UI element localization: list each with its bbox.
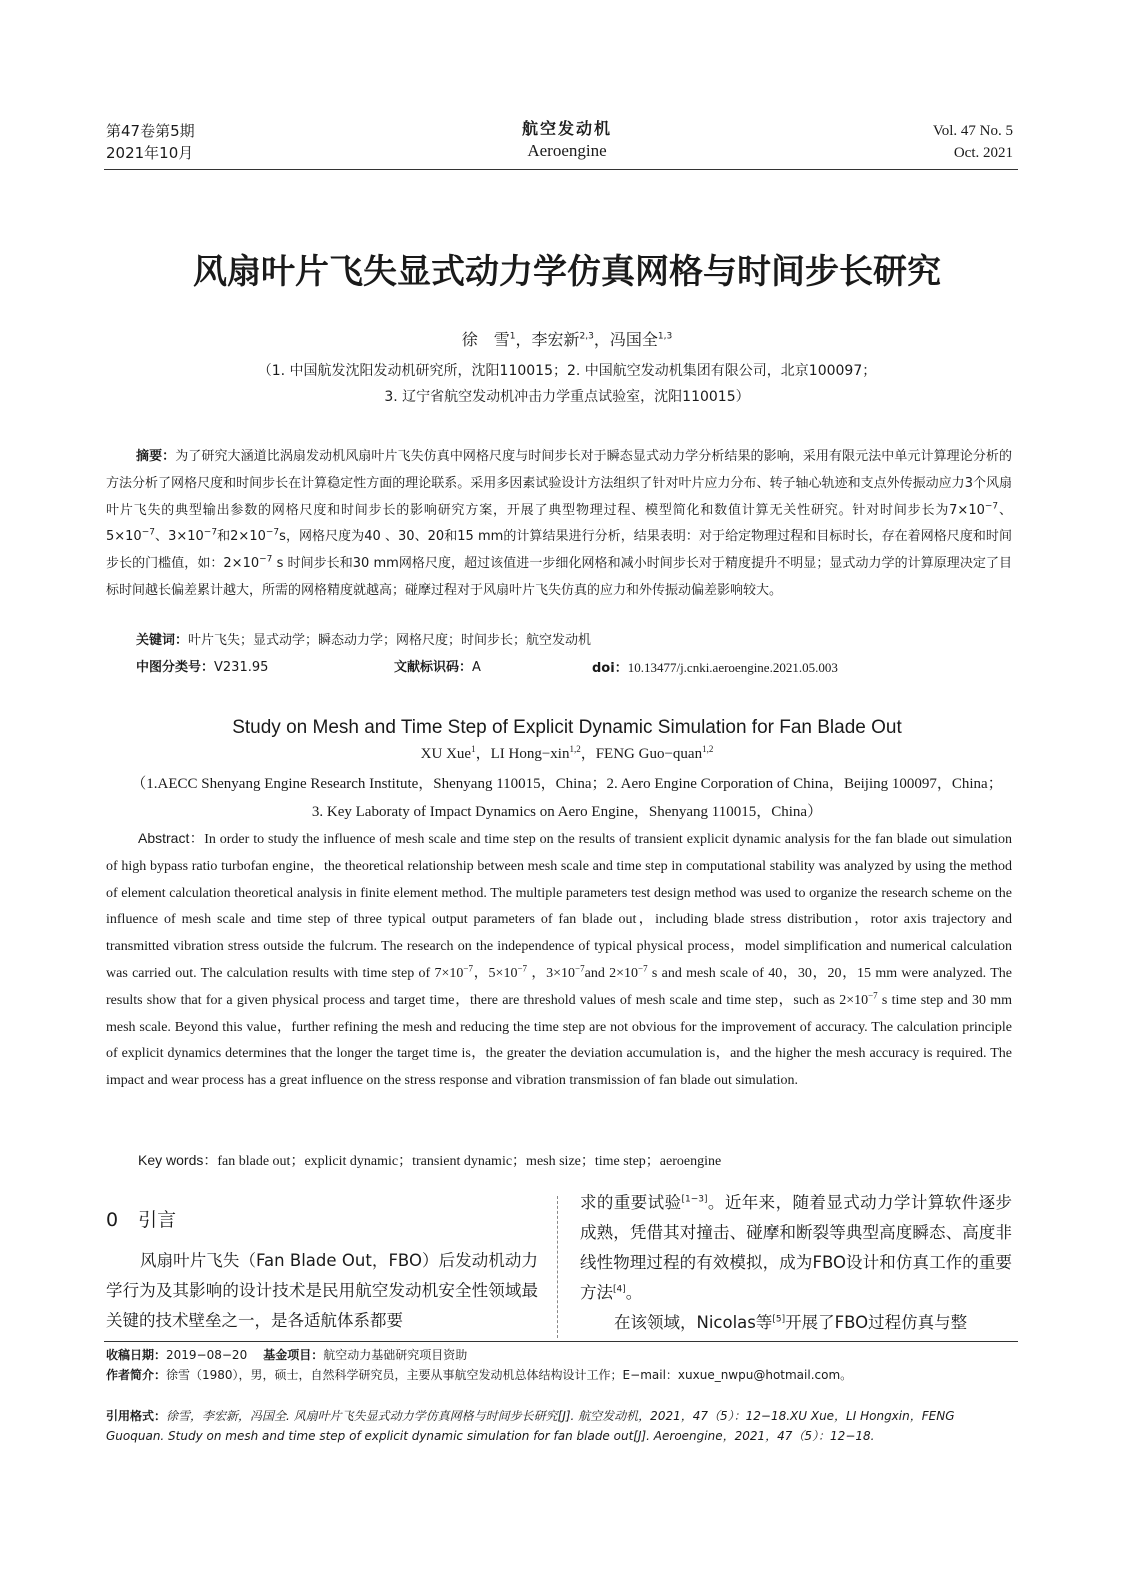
abstract-en [106, 825, 1012, 1095]
body-text: 在该领域，Nicolas等 [614, 1313, 773, 1332]
abstract-cn [106, 444, 1012, 605]
keywords-text-en: fan blade out；explicit dynamic；transient dynamic；mesh size；time step；aeroengine [217, 1154, 722, 1169]
body-left-column [106, 1246, 538, 1336]
abstract-text-cn: 和2×10 [217, 529, 266, 545]
abstract-label-cn: 摘要： [136, 449, 176, 464]
doi-label: doi： [592, 661, 628, 676]
exponent: −7 [265, 528, 280, 539]
abstract-text-en: In order to study the influence of mesh scale and time step on the results of transient explicit dynamic analysis for the fan blade out simulation of high bypass ratio turbofan engine，the theoretical relationship between mesh scale and time step in computational stability was analyzed by using the method of element calculation theoretical analysis in finite element method. The multiple parameters test design method was used to organize the research scheme on the influence of mesh scale and time step of three typical output parameters of fan blade out，including blade stress distribution，rotor axis trajectory and transmitted vibration stress outside the fulcrum. The research on the independence of typical physical process，model simplification and numerical calculation was carried out. The calculation results with time step of 7×10 [106, 832, 1012, 981]
authors-cn [200, 328, 934, 352]
exponent: −7 [868, 990, 878, 1001]
citation-text: 徐雪，李宏新，冯国全. 风扇叶片飞失显式动力学仿真网格与时间步长研究[J]. 航空发动机，2021，47（5）：12−18.XU Xue，LI Hongxin，FENG Guoquan. Study on mesh and time step of explicit dynamic simulation for fan blade out[J]. Aeroengine，2021，47（5）：12−18. [106, 1409, 955, 1443]
header-divider [104, 169, 1018, 170]
body-text: 开展了FBO过程仿真与整 [785, 1313, 968, 1332]
abstract-text-cn: 为了研究大涵道比涡扇发动机风扇叶片飞失仿真中网格尺度与时间步长对于瞬态显式动力学分析结果的影响，采用有限元法中单元计算理论分析的方法分析了网格尺度和时间步长在计算稳定性方面的理论联系。采用多因素试验设计方法组织了针对叶片应力分布、转子轴心轨迹和支点外传振动应力3个风扇叶片飞失的典型输出参数的网格尺度和时间步长的影响研究方案，开展了典型物理过程、模型简化和数值计算无关性研究。针对时间步长为7×10 [106, 449, 1012, 518]
doc-value: A [472, 660, 481, 675]
exponent: −7 [463, 963, 473, 974]
author-1-en: XU Xue [420, 746, 472, 762]
author-3-en: ，FENG Guo−quan [580, 746, 703, 762]
author-2-affil-cn: 2,3 [579, 331, 594, 342]
exponent: −7 [141, 528, 155, 539]
keywords-label-cn: 关键词： [136, 633, 189, 648]
affiliation-line-1-en: （1.AECC Shenyang Engine Research Institute，Shenyang 110015，China；2. Aero Engine Corporation of China，Beijing 100097，China； [131, 776, 1003, 792]
column-divider [557, 1196, 558, 1338]
exponent: −7 [203, 528, 218, 539]
received-date: 2019−08−20 [166, 1348, 248, 1362]
abstract-text-en: s time step and 30 mm mesh scale. Beyond this value，further refining the mesh and reducing the time step are not obvious for the improvement of accuracy. The calculation principle of explicit dynamics determines that the longer the target time is，the greater the deviation accumulation is，and the higher the mesh accuracy is required. The impact and wear process has a great influence on the stress response and vibration transmission of fan blade out simulation. [106, 992, 1012, 1089]
section-number: 0 [106, 1209, 119, 1231]
body-text: 求的重要试验 [580, 1193, 682, 1212]
exponent: −7 [259, 554, 273, 565]
funding-line [106, 1345, 1016, 1365]
author-1-affil-cn: 1 [509, 331, 516, 342]
exponent: −7 [517, 963, 528, 974]
citation-ref: [1−3] [681, 1194, 708, 1205]
doc-label: 文献标识码： [394, 660, 473, 675]
abstract-label-en: Abstract： [138, 830, 205, 846]
body-text: 。 [625, 1283, 643, 1302]
citation-format [106, 1406, 1012, 1446]
author-3-cn: ，冯国全 [593, 330, 658, 349]
abstract-text-en: and 2×10 [584, 965, 639, 981]
abstract-text-en: ，5×10 [472, 965, 518, 981]
keywords-text-cn: 叶片飞失；显式动学；瞬态动力学；网格尺度；时间步长；航空发动机 [188, 633, 592, 648]
author-1-cn: 徐 雪 [461, 330, 510, 349]
exponent: −7 [984, 501, 999, 512]
abstract-text-en: ，3×10 [527, 965, 576, 981]
keywords-en [138, 1148, 1014, 1174]
issue-info-en [818, 120, 1013, 164]
clc-value: V231.95 [214, 660, 269, 675]
abstract-text-cn: s 时间步长和30 mm网格尺度，超过该值进一步细化网格和减小时间步长对于精度提升不明显；显式动力学的计算原理决定了目标时间越长偏差累计越大，所需的网格精度就越高；碰摩过程对于风扇叶片飞失仿真的应力和外传振动偏差影响较大。 [106, 556, 1012, 598]
issue-date: 2021年10月 [106, 144, 194, 162]
clc-label: 中图分类号： [136, 660, 215, 675]
author-1-affil-en: 1 [471, 744, 476, 754]
author-3-affil-en: 1,2 [702, 744, 714, 754]
section-heading [106, 1206, 176, 1234]
issue-volume-en: Vol. 47 No. 5 [932, 123, 1013, 139]
journal-name [417, 118, 717, 162]
citation-ref: [5] [772, 1314, 786, 1325]
paper-title-cn: 风扇叶片飞失显式动力学仿真网格与时间步长研究 [193, 252, 941, 292]
paper-title-en: Study on Mesh and Time Step of Explicit Dynamic Simulation for Fan Blade Out [232, 717, 902, 738]
clc-number [136, 656, 268, 680]
affiliations-cn [150, 358, 984, 410]
affiliation-line-2-en: 3. Key Laboraty of Impact Dynamics on Aero Engine，Shenyang 110015，China） [311, 804, 823, 820]
issue-info [106, 120, 306, 164]
fund-label: 基金项目： [263, 1348, 324, 1362]
body-paragraph: 风扇叶片飞失（Fan Blade Out，FBO）后发动机动力学行为及其影响的设计技术是民用航空发动机安全性领域最关键的技术壁垒之一，是各适航体系都要 [106, 1251, 538, 1330]
abstract-text-cn: s，网格尺度为40 、30、20和15 mm的计算结果进行分析，结果表明：对于给定物理过程和目标时长，存在着网格尺度和时间步长的门槛值，如：2×10 [106, 529, 1012, 572]
citation-ref: [4] [613, 1284, 626, 1295]
exponent: −7 [638, 963, 648, 974]
affiliation-line-1-cn: （1. 中国航发沈阳发动机研究所，沈阳110015；2. 中国航空发动机集团有限公司，北京100097； [257, 363, 877, 379]
citation-label: 引用格式： [106, 1409, 167, 1423]
section-title: 引言 [138, 1209, 177, 1231]
author-bio-label: 作者简介： [106, 1368, 167, 1382]
author-2-affil-en: 1,2 [569, 744, 581, 754]
body-right-column [580, 1188, 1012, 1338]
body-paragraph [580, 1308, 1012, 1338]
authors-en [200, 743, 934, 765]
abstract-text-en: s and mesh scale of 40，30，20，15 mm were analyzed. The results show that for a given physical process and target time，there are threshold values of mesh scale and time step，such as 2×10 [106, 965, 1012, 1008]
doi-value: 10.13477/j.cnki.aeroengine.2021.05.003 [627, 660, 838, 675]
author-2-cn: ，李宏新 [515, 330, 580, 349]
issue-date-en: Oct. 2021 [953, 145, 1013, 161]
author-bio [106, 1365, 1016, 1385]
fund-value: 航空动力基础研究项目资助 [323, 1348, 468, 1362]
keywords-cn [136, 629, 1012, 653]
affiliations-en [100, 770, 1034, 826]
author-2-en: ，LI Hong−xin [475, 746, 570, 762]
footer-divider [104, 1341, 1018, 1342]
journal-name-en: Aeroengine [527, 141, 607, 160]
affiliation-line-2-cn: 3. 辽宁省航空发动机冲击力学重点试验室，沈阳110015） [384, 389, 750, 405]
keywords-label-en: Key words： [138, 1152, 218, 1168]
abstract-text-cn: 、5×10 [106, 502, 1012, 545]
doi [592, 656, 838, 681]
received-label: 收稿日期： [106, 1348, 167, 1362]
footnote-block [106, 1345, 1016, 1385]
author-bio-text: 徐雪（1980），男，硕士，自然科学研究员，主要从事航空发动机总体结构设计工作；E−mail：xuxue_nwpu@hotmail.com。 [166, 1368, 853, 1382]
issue-volume: 第47卷第5期 [106, 122, 195, 140]
author-3-affil-cn: 1,3 [657, 331, 673, 342]
document-code [394, 656, 481, 680]
journal-name-cn: 航空发动机 [521, 119, 612, 138]
exponent: −7 [575, 963, 585, 974]
body-paragraph [580, 1188, 1012, 1308]
body-text: 。近年来，随着显式动力学计算软件逐步成熟，凭借其对撞击、碰摩和断裂等典型高度瞬态、高度非线性物理过程的有效模拟，成为FBO设计和仿真工作的重要方法 [580, 1193, 1013, 1302]
abstract-text-cn: 、3×10 [155, 529, 204, 545]
